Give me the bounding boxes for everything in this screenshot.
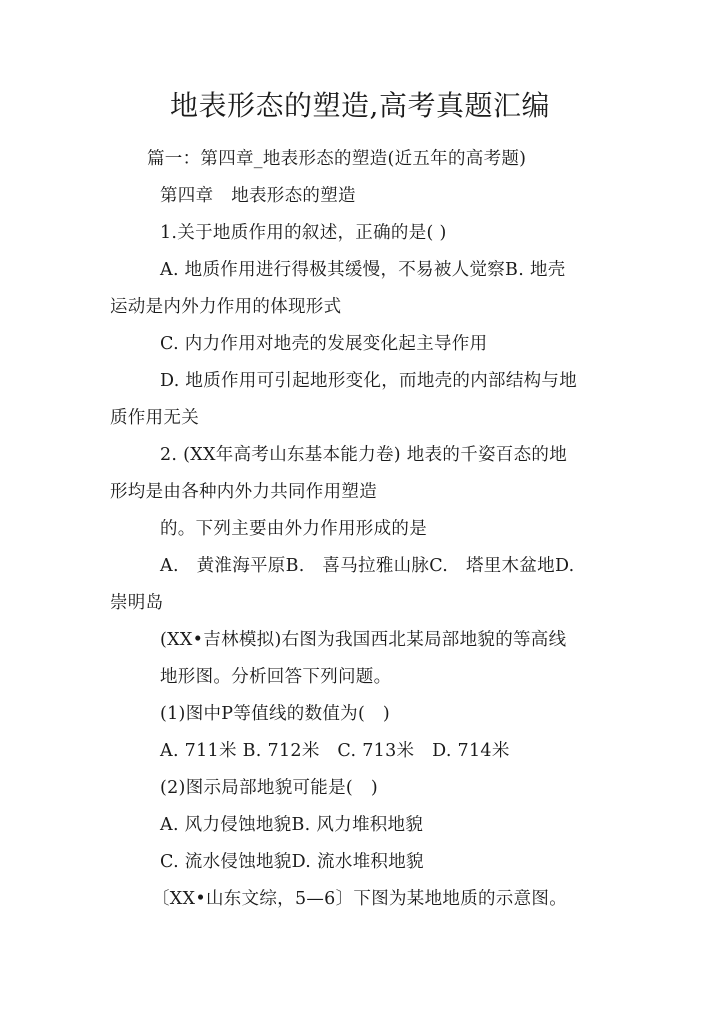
question-3-intro: (XX•吉林模拟)右图为我国西北某局部地貌的等高线 <box>160 630 567 650</box>
q1-option-d: D. 地质作用可引起地形变化，而地壳的内部结构与地 <box>160 371 578 391</box>
sub-question-1-options: A. 711米 B. 712米 C. 713米 D. 714米 <box>160 741 510 761</box>
q2-options-cont: 崇明岛 <box>110 593 164 613</box>
question-2-cont-2: 的。下列主要由外力作用形成的是 <box>160 519 427 539</box>
question-2-cont: 形均是由各种内外力共同作用塑造 <box>110 482 377 502</box>
sub-question-2-options-cd: C. 流水侵蚀地貌D. 流水堆积地貌 <box>160 852 424 872</box>
q1-option-d-cont: 质作用无关 <box>110 408 199 428</box>
question-2: 2. (XX年高考山东基本能力卷) 地表的千姿百态的地 <box>160 445 567 465</box>
question-3-intro-cont: 地形图。分析回答下列问题。 <box>160 667 392 687</box>
section-heading: 篇一：第四章_地表形态的塑造(近五年的高考题) <box>147 149 527 169</box>
q1-option-b-cont: 运动是内外力作用的体现形式 <box>110 297 342 317</box>
q1-option-a-b: A. 地质作用进行得极其缓慢，不易被人觉察B. 地壳 <box>160 260 566 280</box>
q1-option-c: C. 内力作用对地壳的发展变化起主导作用 <box>160 334 488 354</box>
sub-question-2-options-ab: A. 风力侵蚀地貌B. 风力堆积地貌 <box>160 815 424 835</box>
sub-question-2: (2)图示局部地貌可能是( ) <box>160 778 378 798</box>
sub-question-1: (1)图中P等值线的数值为( ) <box>160 704 391 724</box>
question-4-intro: 〔XX•山东文综，5—6〕下图为某地地质的示意图。 <box>152 889 568 909</box>
question-1: 1.关于地质作用的叙述，正确的是( ) <box>160 223 447 243</box>
chapter-heading: 第四章 地表形态的塑造 <box>160 186 356 206</box>
document-title: 地表形态的塑造,高考真题汇编 <box>170 89 550 122</box>
q2-options: A. 黄淮海平原B. 喜马拉雅山脉C. 塔里木盆地D. <box>160 556 575 576</box>
